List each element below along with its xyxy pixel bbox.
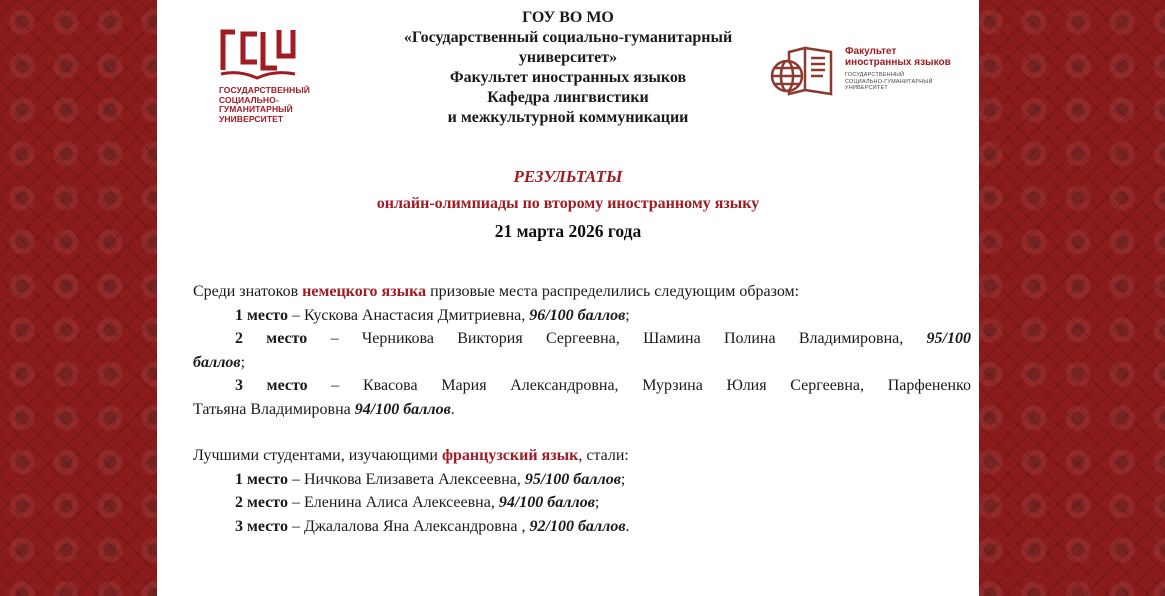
place-label: 3 место [235, 377, 308, 394]
german-place-3 [193, 374, 971, 398]
german-place-1 [193, 304, 971, 328]
faculty-sub-line: ГОСУДАРСТВЕННЫЙ [845, 72, 905, 78]
score-value: 94/100 баллов [354, 400, 451, 418]
score-value: 96/100 баллов [529, 306, 626, 324]
header-line: ГОУ ВО МО [522, 9, 614, 26]
winner-names: Татьяна Владимировна [193, 400, 355, 418]
french-language-highlight: французский язык [441, 447, 579, 464]
faculty-sub-line: УНИВЕРСИТЕТ [845, 85, 888, 91]
logo-caption-line: УНИВЕРСИТЕТ [219, 113, 284, 124]
french-place-2 [193, 491, 971, 515]
faculty-logo [767, 42, 972, 102]
event-date: 21 марта 2026 года [494, 221, 642, 241]
winner-names: – Квасова Мария Александровна, Мурзина Юлия Сергеевна, Парфененко [307, 377, 972, 394]
german-place-2 [193, 327, 971, 351]
place-label: 3 место [235, 517, 288, 535]
winner-names: – Джалалова Яна Александровна , [287, 517, 530, 535]
intro-text: , стали: [578, 447, 629, 464]
score-value: 94/100 баллов [498, 494, 595, 511]
winner-names: – Ничкова Елизавета Алексеевна, [287, 470, 525, 488]
punctuation: . [625, 517, 630, 535]
document-page [157, 0, 979, 596]
header-line: и межкультурной коммуникации [447, 109, 689, 126]
punctuation: ; [594, 494, 600, 511]
german-place-2-cont [193, 351, 971, 375]
score-value: 92/100 баллов [529, 517, 626, 535]
logo-caption-line: ГОСУДАРСТВЕННЫЙ [219, 85, 310, 95]
intro-text: Лучшими студентами, изучающими [193, 447, 442, 464]
header-line: Кафедра лингвистики [487, 89, 649, 106]
punctuation: ; [240, 353, 246, 371]
punctuation: ; [620, 470, 626, 488]
logo-caption-line: ГУМАНИТАРНЫЙ [219, 104, 293, 114]
place-label: 1 место [235, 306, 288, 324]
winner-names: – Еленина Алиса Алексеевна, [287, 494, 499, 511]
logo-caption-line: СОЦИАЛЬНО- [219, 94, 279, 105]
punctuation: ; [625, 306, 630, 324]
french-intro [193, 444, 971, 468]
place-label: 1 место [235, 470, 288, 488]
french-place-3 [193, 515, 971, 539]
score-unit: баллов [193, 353, 241, 371]
place-label: 2 место [235, 330, 308, 347]
punctuation: . [450, 400, 455, 418]
winner-names: – Черникова Виктория Сергеевна, Шамина Полина Владимировна, [307, 330, 927, 347]
german-intro [193, 280, 971, 304]
header-line: университет» [518, 49, 618, 66]
score-value: 95/100 [926, 330, 971, 347]
olympiad-subheading: онлайн-олимпиады по второму иностранному языку [376, 195, 760, 212]
results-title-block [157, 166, 979, 242]
faculty-title-line: иностранных языков [845, 57, 951, 68]
german-language-highlight: немецкого языка [302, 283, 427, 300]
german-place-3-cont [193, 398, 971, 422]
globe-book-icon [767, 42, 841, 102]
header-line: Факультет иностранных языков [449, 69, 687, 86]
faculty-title-line: Факультет [845, 46, 897, 57]
results-heading: РЕЗУЛЬТАТЫ [513, 167, 623, 186]
intro-text: Среди знатоков [193, 283, 303, 300]
score-value: 95/100 баллов [524, 470, 621, 488]
french-place-1 [193, 468, 971, 492]
header-line: «Государственный социально-гуманитарный [403, 29, 733, 46]
faculty-sub-line: СОЦИАЛЬНО-ГУМАНИТАРНЫЙ [845, 78, 933, 85]
winner-names: – Кускова Анастасия Дмитриевна, [287, 306, 530, 324]
place-label: 2 место [235, 494, 288, 511]
results-body [193, 280, 971, 538]
intro-text: призовые места распределились следующим образом: [426, 283, 800, 300]
